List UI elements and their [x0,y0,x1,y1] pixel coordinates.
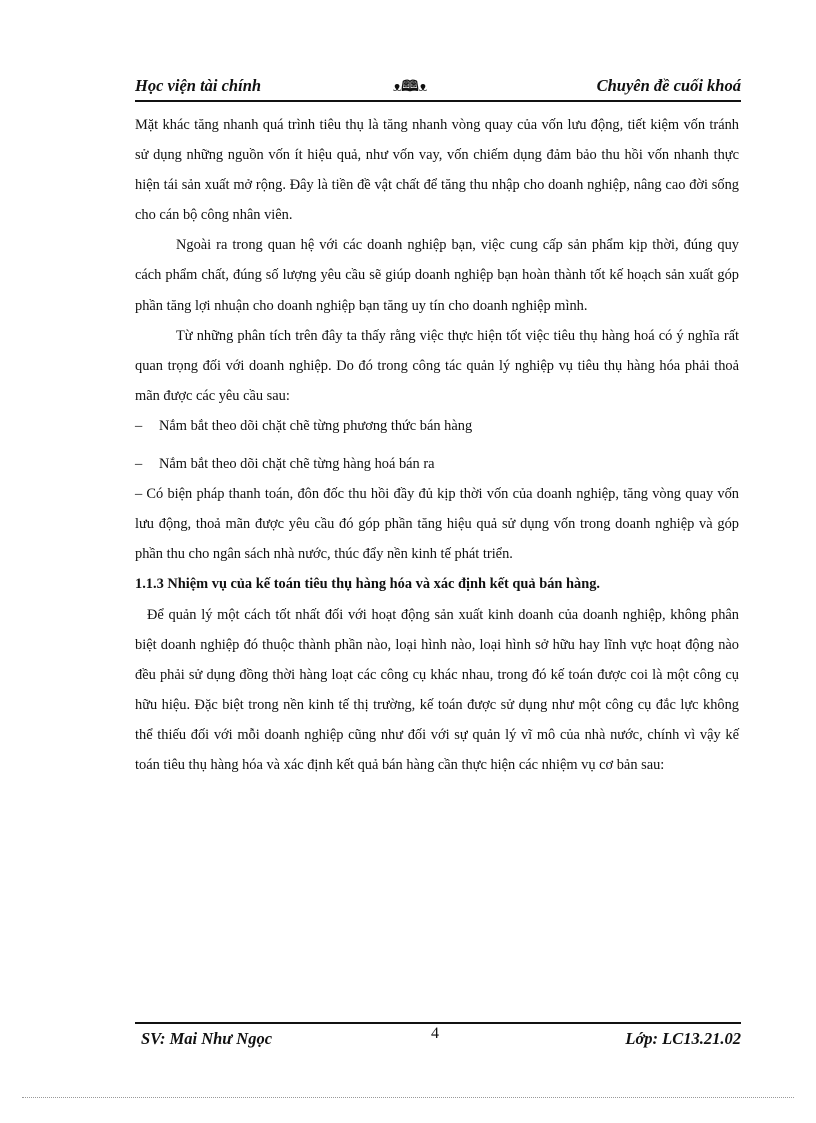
bullet-item-2 [135,449,739,479]
bullet-text-2: Nắm bắt theo dõi chặt chẽ từng hàng hoá bán ra [159,456,435,473]
header-institution: Học viện tài chính [135,76,262,95]
bullet-text-1: Nắm bắt theo dõi chặt chẽ từng phương thức bán hàng [159,417,473,434]
document-body [135,110,739,780]
footer-class-code: Lớp: LC13.21.02 [625,1029,741,1048]
paragraph-3: Từ những phân tích trên đây ta thấy rằng việc thực hiện tốt việc tiêu thụ hàng hoá có ý nghĩa rất quan trọng đối với doanh nghiệp. Do đó trong công tác quản lý nghiệp vụ tiêu thụ hàng hóa phải thoả mãn được các yêu cầu sau: [135,327,739,404]
page-break-divider [22,1097,794,1098]
page-header [135,76,741,102]
bullet-dash: – [135,456,143,473]
section-heading: 1.1.3 Nhiệm vụ của kế toán tiêu thụ hàng hóa và xác định kết quả bán hàng. [135,576,601,593]
paragraph-2: Ngoài ra trong quan hệ với các doanh nghiệp bạn, việc cung cấp sản phẩm kịp thời, đúng quy cách phẩm chất, đúng số lượng yêu cầu sẽ giúp doanh nghiệp bạn hoàn thành tốt kế hoạch sản xuất góp phần tăng lợi nhuận cho doanh nghiệp bạn tăng uy tín cho doanh nghiệp mình. [135,237,739,314]
bullet-dash: – [135,417,143,434]
paragraph-4: Để quản lý một cách tốt nhất đối với hoạt động sản xuất kinh doanh của doanh nghiệp, không phân biệt doanh nghiệp đó thuộc thành phần nào, loại hình nào, loại hình sở hữu hay lĩnh vực hoạt động nào đều phải sử dụng đồng thời hàng loạt các công cụ khác nhau, trong đó kế toán được coi là một công cụ hữu hiệu. Đặc biệt trong nền kinh tế thị trường, kế toán được sử dụng như một công cụ đắc lực không thể thiếu đối với mỗi doanh nghiệp cũng như đối với sự quản lý vĩ mô của nhà nước, chính vì vậy kế toán tiêu thụ hàng hóa và xác định kết quả bán hàng cần thực hiện các nhiệm vụ cơ bản sau: [135,606,739,773]
header-book-ornament-icon: ᴥ🕮ᴥ [393,79,428,95]
footer-student-name: SV: Mai Như Ngọc [141,1029,273,1048]
bullet-item-1 [135,411,739,441]
paragraph-1: Mặt khác tăng nhanh quá trình tiêu thụ là tăng nhanh vòng quay của vốn lưu động, tiết kiệm vốn tránh sử dụng những nguồn vốn ít hiệu quả, như vốn vay, vốn chiếm dụng đảm bảo thu hồi vốn nhanh thực hiện tái sản xuất mở rộng. Đây là tiền đề vật chất để tăng thu nhập cho doanh nghiệp, nâng cao đời sống cho cán bộ công nhân viên. [135,117,739,224]
page-number: 4 [431,1025,439,1042]
header-document-title: Chuyên đề cuối khoá [596,76,741,95]
page-footer [135,1022,741,1050]
bullet-item-3: – Có biện pháp thanh toán, đôn đốc thu hồi đầy đủ kịp thời vốn của doanh nghiệp, tăng vòng quay vốn lưu động, thoả mãn được yêu cầu đó góp phần tăng hiệu quả sử dụng vốn trong doanh nghiệp và góp phần thu cho ngân sách nhà nước, thúc đẩy nền kinh tế phát triển. [135,486,739,563]
